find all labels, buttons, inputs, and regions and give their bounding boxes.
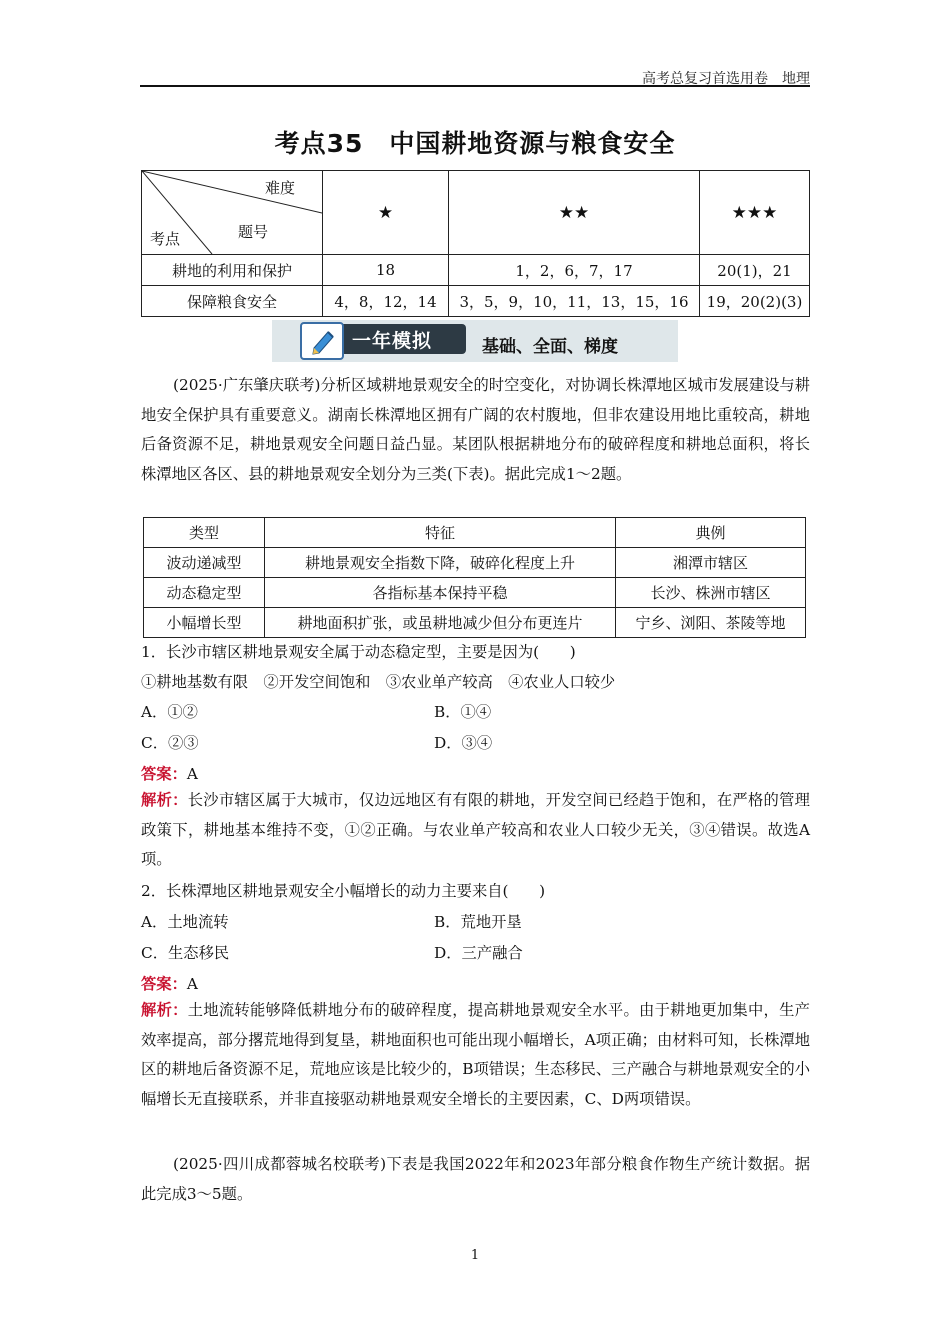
q1-option-a: A．①② [141,703,198,721]
table-row [144,578,806,608]
table-cell: 长沙、株洲市辖区 [616,578,806,608]
q2-option-a: A．土地流转 [141,913,229,931]
section-banner [272,320,678,362]
banner-label: 一年模拟 [352,330,433,352]
table-row [144,548,806,578]
q2-option-c: C．生态移民 [141,944,230,962]
q1-statements: ①耕地基数有限 ②开发空间饱和 ③农业单产较高 ④农业人口较少 [141,673,616,691]
table-row [144,608,806,638]
table-cell: 1，2，6，7，17 [449,255,700,286]
banner-subtitle: 基础、全面、梯度 [482,337,618,357]
table-cell: 波动递减型 [144,548,265,578]
level-2-header: ★★ [449,171,700,255]
level-1-header: ★ [323,171,449,255]
table-cell: 动态稳定型 [144,578,265,608]
answer-label: 答案： [141,975,187,993]
column-header: 典例 [616,518,806,548]
difficulty-table [141,170,810,317]
column-header: 类型 [144,518,265,548]
level-3-header: ★★★ [700,171,810,255]
running-header: 高考总复习首选用卷 地理 [642,71,810,87]
topic-cell: 保障粮食安全 [142,286,323,317]
intro-paragraph-1: (2025·广东肇庆联考)分析区域耕地景观安全的时空变化，对协调长株潭地区城市发展建设与耕地安全保护具有重要意义。湖南长株潭地区拥有广阔的农村腹地，但非农建设用地比重较高，耕地后备资源不足，耕地景观安全问题日益凸显。某团队根据耕地分布的破碎程度和耕地总面积，将长株潭地区各区、县的耕地景观安全划分为三类(下表)。据此完成1～2题。 [141,376,811,483]
corner-label-difficulty: 难度 [264,179,295,197]
q2-analysis [141,996,810,1114]
type-table [143,517,806,638]
answer-value: A [186,975,198,993]
corner-label-topic: 考点 [150,230,181,248]
analysis-text: 长沙市辖区属于大城市，仅边远地区有有限的耕地，开发空间已经趋于饱和，在严格的管理政策下，耕地基本维持不变，①②正确。与农业单产较高和农业人口较少无关，③④错误。故选A项。 [141,791,810,869]
q2-stem: 2．长株潭地区耕地景观安全小幅增长的动力主要来自( ) [141,882,546,900]
q2-answer [141,972,198,994]
q1-stem: 1．长沙市辖区耕地景观安全属于动态稳定型，主要是因为( ) [141,643,576,661]
q1-option-b: B．①④ [434,703,492,721]
answer-value: A [186,765,198,783]
table-row [142,286,810,317]
table-cell: 4，8，12，14 [323,286,449,317]
answer-label: 答案： [141,765,187,783]
pencil-icon [300,322,344,360]
table-cell: 20(1)，21 [700,255,810,286]
table-cell: 耕地景观安全指数下降，破碎化程度上升 [265,548,616,578]
table-cell: 19，20(2)(3) [700,286,810,317]
table-cell: 18 [323,255,449,286]
table-row [142,255,810,286]
q1-option-d: D．③④ [434,734,493,752]
analysis-text: 土地流转能够降低耕地分布的破碎程度，提高耕地景观安全水平。由于耕地更加集中，生产效率提高，部分撂荒地得到复垦，耕地面积也可能出现小幅增长，A项正确；由材料可知，长株潭地区的耕地后备资源不足，荒地应该是比较少的，B项错误；生态移民、三产融合与耕地景观安全的小幅增长无直接联系，并非直接驱动耕地景观安全增长的主要因素，C、D两项错误。 [141,1001,811,1108]
intro-paragraph-2: (2025·四川成都蓉城名校联考)下表是我国2022年和2023年部分粮食作物生产统计数据。据此完成3～5题。 [141,1155,810,1203]
q1-option-c: C．②③ [141,734,199,752]
table-cell: 湘潭市辖区 [616,548,806,578]
page-number: 1 [470,1248,480,1263]
analysis-label: 解析： [141,791,188,809]
q1-analysis [141,786,810,875]
table-cell: 小幅增长型 [144,608,265,638]
table-cell: 3，5，9，10，11，13，15，16 [449,286,700,317]
q2-option-d: D．三产融合 [434,944,523,962]
header-rule [140,85,810,87]
table-cell: 各指标基本保持平稳 [265,578,616,608]
table-cell: 耕地面积扩张，或虽耕地减少但分布更连片 [265,608,616,638]
analysis-label: 解析： [141,1001,188,1019]
table-cell: 宁乡、浏阳、茶陵等地 [616,608,806,638]
q1-answer [141,762,198,784]
corner-label-question-no: 题号 [238,223,269,241]
topic-cell: 耕地的利用和保护 [142,255,323,286]
page-title: 考点35 中国耕地资源与粮食安全 [274,129,676,158]
q2-option-b: B．荒地开垦 [434,913,522,931]
column-header: 特征 [265,518,616,548]
table-corner-cell [142,171,323,255]
table-header-row [144,518,806,548]
